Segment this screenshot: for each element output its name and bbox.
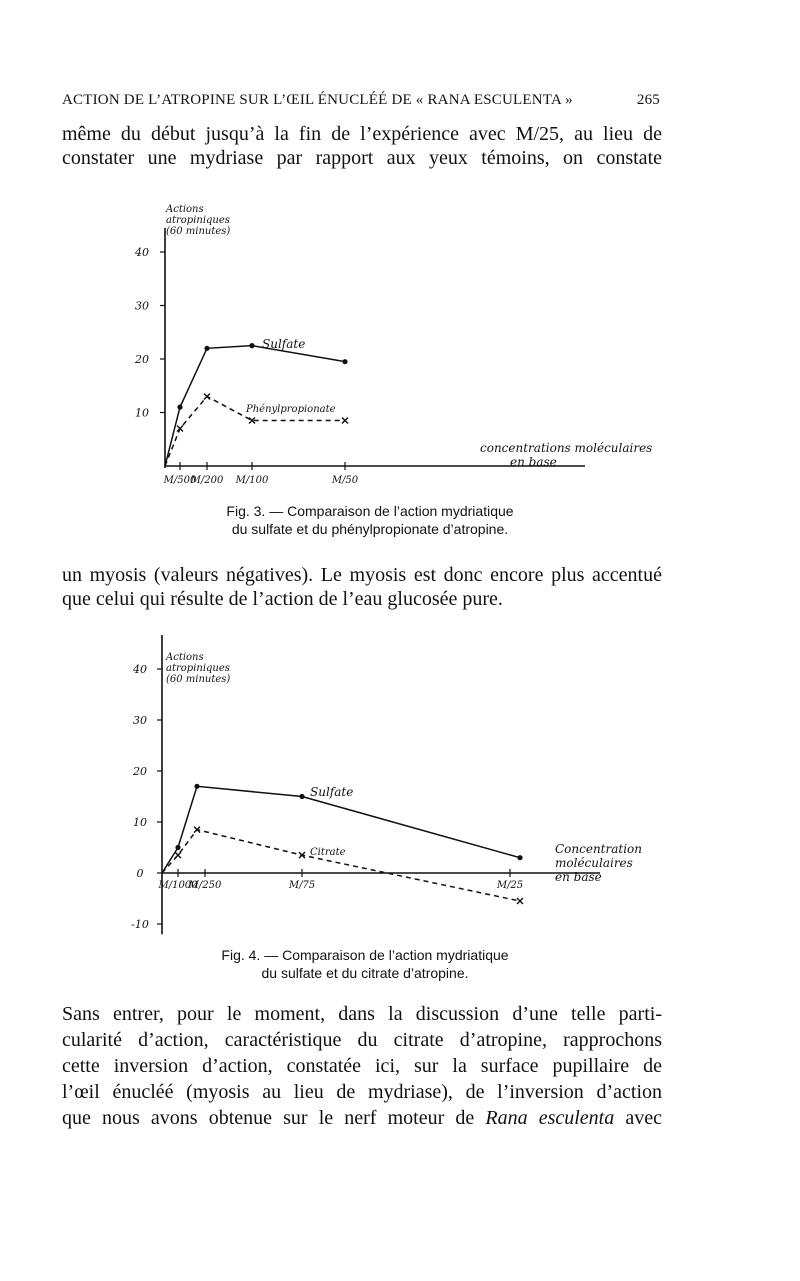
x-axis-label: Concentration (555, 842, 643, 856)
x-mark (194, 827, 200, 833)
text-line: Sans entrer, pour le moment, dans la discussion d’une telle parti- (62, 1003, 662, 1025)
text-run: que nous avons obtenue sur le nerf moteur de (62, 1107, 486, 1129)
y-axis-label: (60 minutes) (166, 674, 231, 685)
data-point (517, 898, 523, 904)
x-mark (177, 426, 183, 432)
y-axis-label: Actions (166, 204, 204, 215)
x-tick-label: M/250 (188, 880, 222, 891)
x-mark (249, 418, 255, 424)
x-mark (342, 418, 348, 424)
y-axis-label: Actions (166, 652, 204, 663)
x-mark (249, 418, 255, 424)
y-axis-label: atropiniques (166, 663, 230, 674)
y-tick-label: 10 (135, 406, 149, 420)
text-line: même du début jusqu’à la fin de l’expérience avec M/25, au lieu de (62, 123, 662, 145)
y-tick-label: 0 (136, 867, 144, 880)
y-tick-label: 40 (133, 663, 147, 676)
x-axis-label: concentrations moléculaires (480, 441, 653, 455)
caption-line: du sulfate et du phénylpropionate d’atropine. (231, 521, 509, 537)
x-tick-label: M/1000 (158, 880, 198, 891)
x-tick-label: M/75 (288, 880, 316, 891)
figure-3-caption (180, 502, 560, 538)
data-point (299, 852, 305, 858)
header-title: ACTION DE L’ATROPINE SUR L’ŒIL ÉNUCLÉÉ DE « RANA ESCULENTA » (62, 92, 573, 108)
x-tick-label: M/50 (331, 475, 359, 486)
x-tick-label: M/200 (190, 475, 224, 486)
y-tick-label: 20 (135, 353, 149, 366)
data-point (177, 426, 183, 432)
caption-line: Fig. 3. — Comparaison de l’action mydriatique (226, 503, 514, 519)
x-mark (194, 827, 200, 833)
text-line: cette inversion d’action, constatée ici, sur la surface pupillaire de (62, 1055, 662, 1077)
x-axis-label: moléculaires (555, 856, 633, 870)
x-mark (299, 852, 305, 858)
caption-line: Fig. 4. — Comparaison de l’action mydriatique (221, 947, 509, 963)
x-axis-label: en base (510, 455, 557, 469)
x-tick-label: M/100 (235, 475, 269, 486)
text-line: un myosis (valeurs négatives). Le myosis est donc encore plus accentué (62, 564, 662, 586)
data-point (342, 418, 348, 424)
figure-4-caption (175, 946, 555, 982)
paragraph-1 (62, 122, 662, 170)
text-line: l’œil énucléé (myosis au lieu de mydriase), de l’inversion d’action (62, 1081, 662, 1103)
x-mark (204, 393, 210, 399)
y-axis-label: atropiniques (166, 215, 230, 226)
data-point (194, 827, 200, 833)
y-tick-label: 40 (135, 246, 149, 259)
data-point (517, 855, 522, 860)
data-point (175, 845, 180, 850)
data-point (175, 852, 181, 858)
data-point (299, 794, 304, 799)
text-line: que celui qui résulte de l’action de l’eau glucosée pure. (62, 588, 503, 610)
y-axis-label: (60 minutes) (166, 226, 231, 237)
series-line (162, 830, 520, 901)
x-mark (204, 393, 210, 399)
series-line (165, 346, 345, 466)
page-number: 265 (636, 92, 660, 108)
series-label: Sulfate (262, 337, 306, 351)
y-tick-label: -10 (131, 918, 149, 931)
species-name: Rana esculenta (485, 1107, 615, 1129)
data-point (177, 405, 182, 410)
text-line: constater une mydriase par rapport aux yeux témoins, on constate (62, 147, 662, 169)
x-tick-label: M/500 (163, 475, 197, 486)
y-tick-label: 30 (133, 714, 147, 727)
x-mark (175, 852, 181, 858)
paragraph-2 (62, 563, 662, 611)
series-line (162, 786, 520, 873)
x-axis-label: en base (555, 870, 602, 884)
series-label: Sulfate (310, 785, 354, 799)
text-line: cularité d’action, caractéristique du citrate d’atropine, rapprochons (62, 1029, 662, 1051)
caption-line: du sulfate et du citrate d’atropine. (261, 965, 469, 981)
x-mark (517, 898, 523, 904)
x-mark (177, 426, 183, 432)
data-point (204, 346, 209, 351)
x-mark (517, 898, 523, 904)
y-tick-label: 30 (135, 299, 149, 313)
series-label: Citrate (310, 847, 346, 858)
y-tick-label: 20 (133, 765, 147, 778)
paragraph-3 (62, 1001, 662, 1131)
series-label: Phénylpropionate (246, 404, 336, 415)
y-tick-label: 10 (133, 816, 147, 829)
x-mark (175, 852, 181, 858)
running-header (62, 92, 660, 109)
data-point (249, 418, 255, 424)
x-mark (299, 852, 305, 858)
data-point (249, 343, 254, 348)
data-point (342, 359, 347, 364)
series-line (165, 396, 345, 466)
x-mark (342, 418, 348, 424)
x-tick-label: M/25 (496, 880, 524, 891)
data-point (204, 393, 210, 399)
data-point (194, 784, 199, 789)
text-run: avec (614, 1107, 662, 1129)
text-line (62, 1105, 662, 1131)
